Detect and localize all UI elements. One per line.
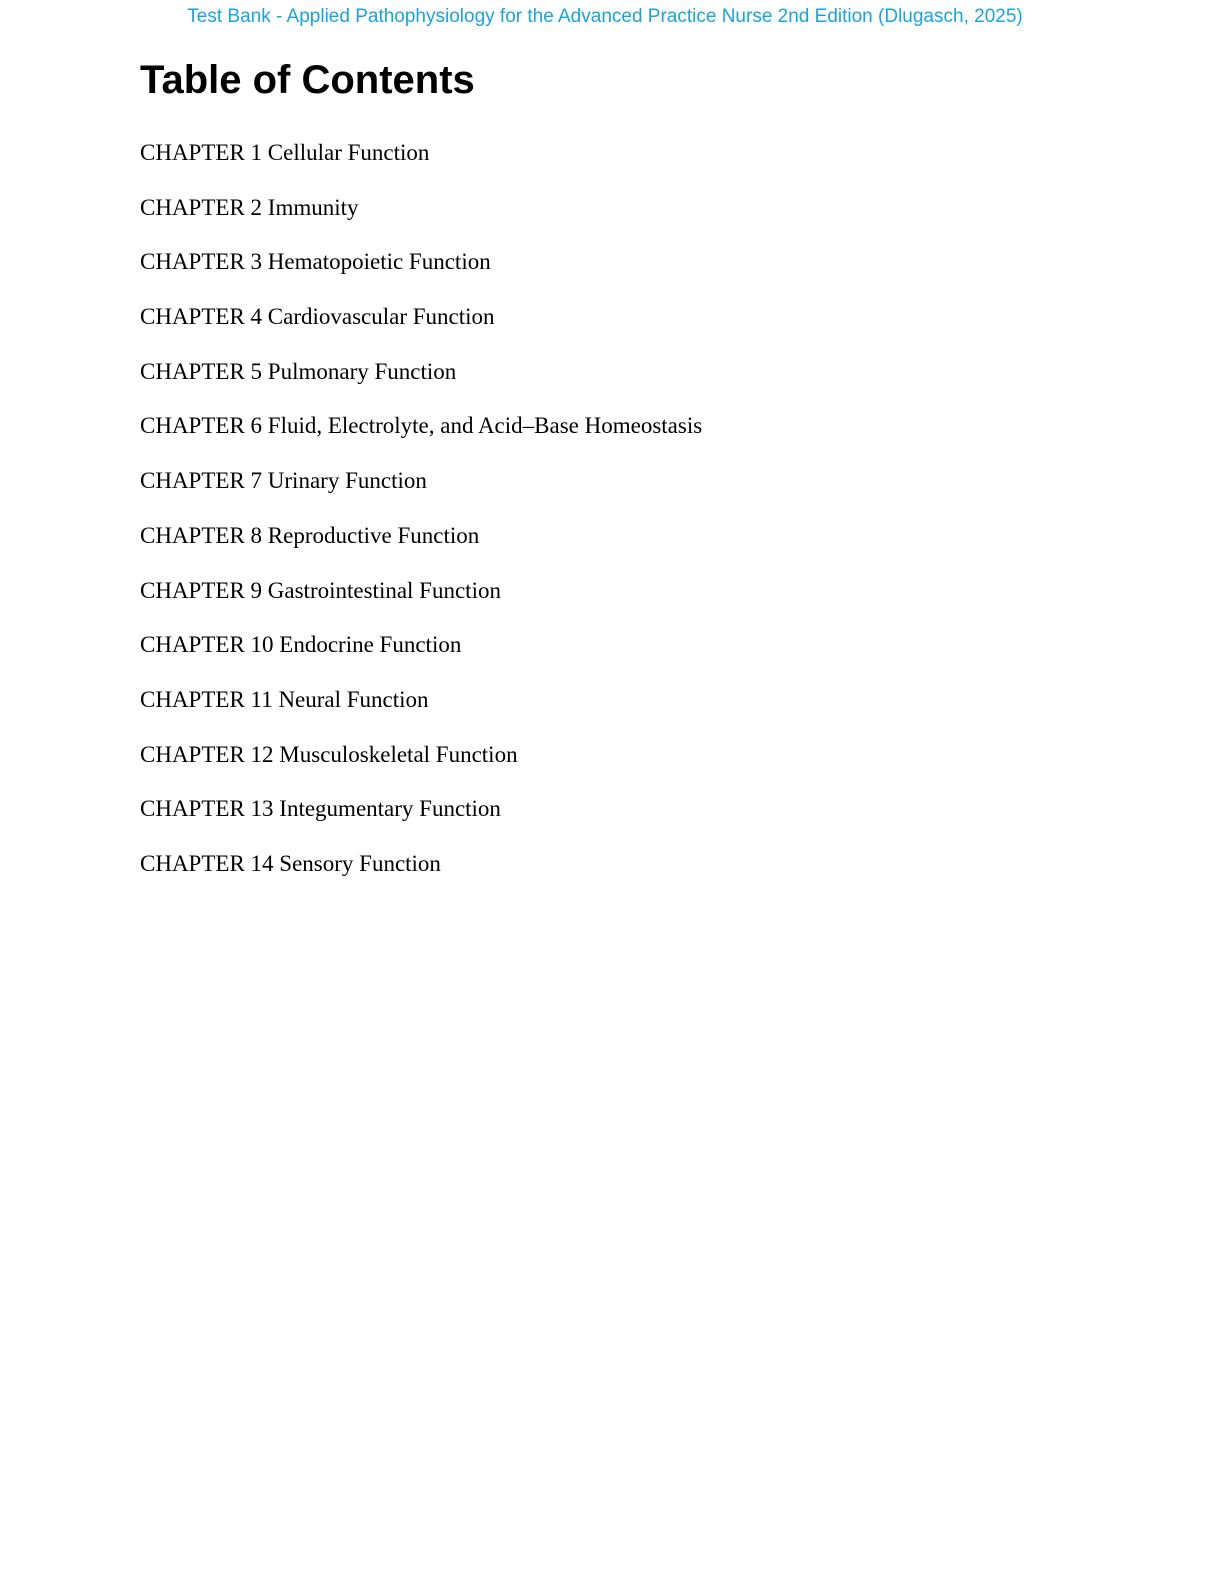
toc-item-chapter-5[interactable]: CHAPTER 5 Pulmonary Function xyxy=(140,358,457,384)
header-title-link[interactable]: Test Bank - Applied Pathophysiology for the Advanced Practice Nurse 2nd Edition (Dlugasch, 2025) xyxy=(187,6,1023,27)
toc-item-chapter-13[interactable]: CHAPTER 13 Integumentary Function xyxy=(140,796,501,822)
toc-item-chapter-1[interactable]: CHAPTER 1 Cellular Function xyxy=(140,140,430,165)
toc-list xyxy=(140,138,702,904)
toc-item-chapter-10[interactable]: CHAPTER 10 Endocrine Function xyxy=(140,632,462,658)
toc-item-chapter-14[interactable]: CHAPTER 14 Sensory Function xyxy=(140,850,441,876)
toc-item-chapter-11[interactable]: CHAPTER 11 Neural Function xyxy=(140,686,429,712)
toc-item-chapter-6[interactable]: CHAPTER 6 Fluid, Electrolyte, and Acid–Base Homeostasis xyxy=(140,413,703,439)
toc-item-chapter-12[interactable]: CHAPTER 12 Musculoskeletal Function xyxy=(140,741,518,767)
toc-item-chapter-8[interactable]: CHAPTER 8 Reproductive Function xyxy=(140,522,480,548)
toc-item-chapter-2[interactable]: CHAPTER 2 Immunity xyxy=(140,194,359,220)
toc-item-chapter-4[interactable]: CHAPTER 4 Cardiovascular Function xyxy=(140,304,495,330)
page-title: Table of Contents xyxy=(140,58,475,102)
toc-item-chapter-7[interactable]: CHAPTER 7 Urinary Function xyxy=(140,468,427,494)
toc-item-chapter-3[interactable]: CHAPTER 3 Hematopoietic Function xyxy=(140,249,491,275)
toc-item-chapter-9[interactable]: CHAPTER 9 Gastrointestinal Function xyxy=(140,577,501,603)
